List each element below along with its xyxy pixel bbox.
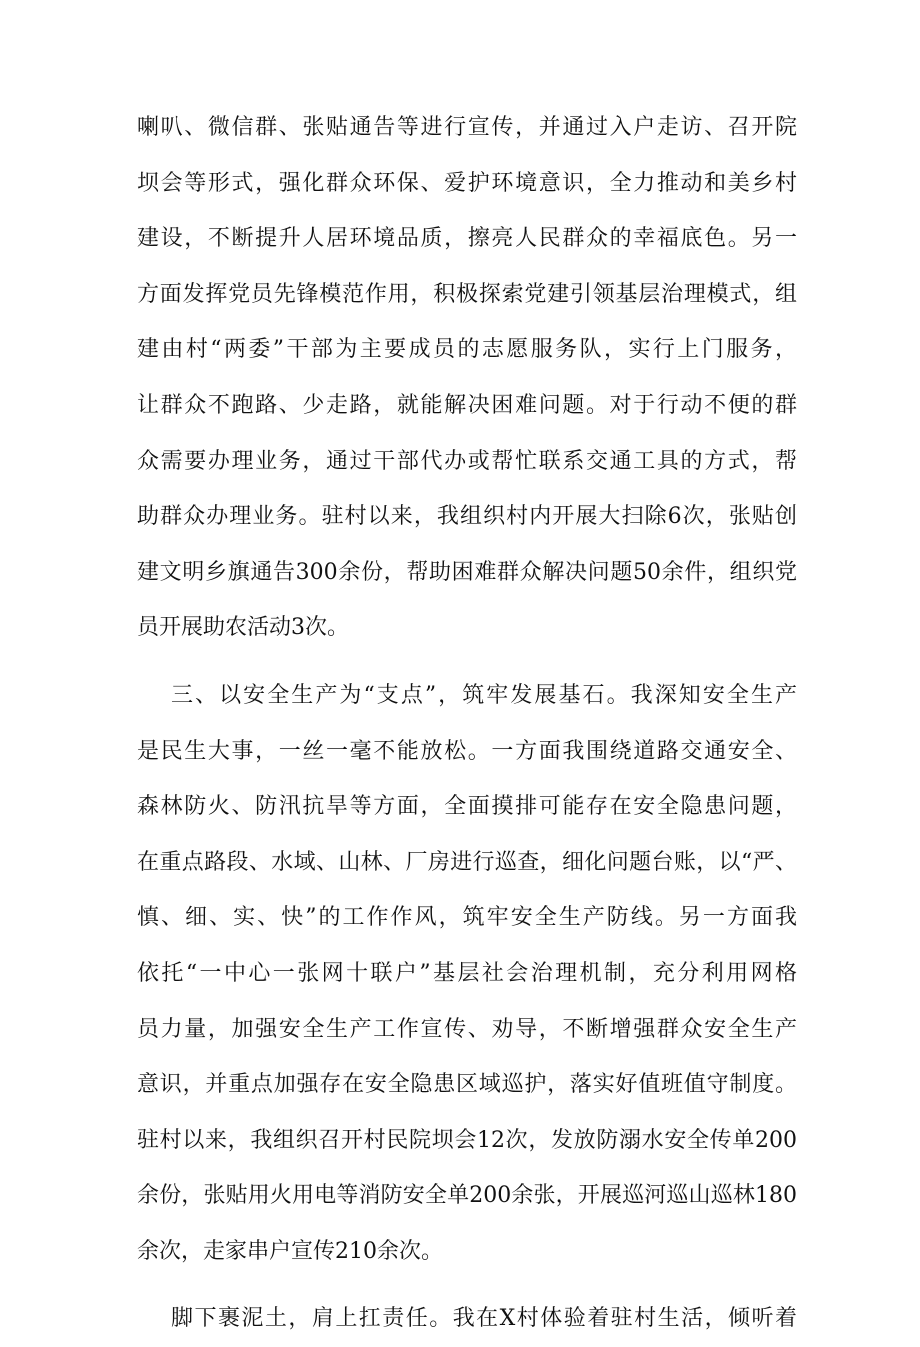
text-line: 余次，走家串户宣传210余次。	[137, 1238, 443, 1264]
text-line: 意识，并重点加强存在安全隐患区域巡护，落实好值班值守制度。	[137, 1072, 797, 1098]
paragraph-gap	[137, 1279, 797, 1291]
text-line: 坝会等形式，强化群众环保、爱护环境意识，全力推动和美乡村	[137, 170, 797, 196]
text-line: 让群众不跑路、少走路，就能解决困难问题。对于行动不便的群	[137, 392, 797, 418]
text-line: 脚下裹泥土，肩上扛责任。我在X村体验着驻村生活，倾听着	[171, 1306, 797, 1332]
text-line: 喇叭、微信群、张贴通告等进行宣传，并通过入户走访、召开院	[137, 115, 797, 140]
paragraph-gap	[137, 656, 797, 668]
paragraph-3	[137, 1291, 797, 1347]
text-line: 建由村“两委”干部为主要成员的志愿服务队，实行上门服务，	[137, 337, 797, 363]
paragraph-1	[137, 100, 797, 656]
text-line: 是民生大事，一丝一毫不能放松。一方面我围绕道路交通安全、	[137, 738, 797, 764]
body-text	[137, 100, 797, 1347]
paragraph-2	[137, 668, 797, 1280]
text-line: 依托“一中心一张网十联户”基层社会治理机制，充分利用网格	[137, 960, 797, 986]
text-line: 众需要办理业务，通过干部代办或帮忙联系交通工具的方式，帮	[137, 448, 797, 474]
text-line: 森林防火、防汛抗旱等方面，全面摸排可能存在安全隐患问题，	[137, 794, 797, 820]
text-line: 三、以安全生产为“支点”，筑牢发展基石。我深知安全生产	[171, 682, 797, 708]
text-line: 员开展助农活动3次。	[137, 615, 349, 641]
text-line: 助群众办理业务。驻村以来，我组织村内开展大扫除6次，张贴创	[137, 504, 797, 530]
text-line: 建文明乡旗通告300余份，帮助困难群众解决问题50余件，组织党	[137, 559, 797, 585]
text-line: 员力量，加强安全生产工作宣传、劝导，不断增强群众安全生产	[137, 1016, 797, 1042]
text-line: 在重点路段、水域、山林、厂房进行巡查，细化问题台账，以“严、	[137, 849, 797, 875]
text-line: 驻村以来，我组织召开村民院坝会12次，发放防溺水安全传单200	[137, 1127, 797, 1153]
text-line: 慎、细、实、快”的工作作风，筑牢安全生产防线。另一方面我	[137, 905, 797, 931]
text-line: 方面发挥党员先锋模范作用，积极探索党建引领基层治理模式，组	[137, 281, 797, 307]
text-line: 建设，不断提升人居环境品质，擦亮人民群众的幸福底色。另一	[137, 226, 797, 252]
text-line: 余份，张贴用火用电等消防安全单200余张，开展巡河巡山巡林180	[137, 1183, 797, 1209]
